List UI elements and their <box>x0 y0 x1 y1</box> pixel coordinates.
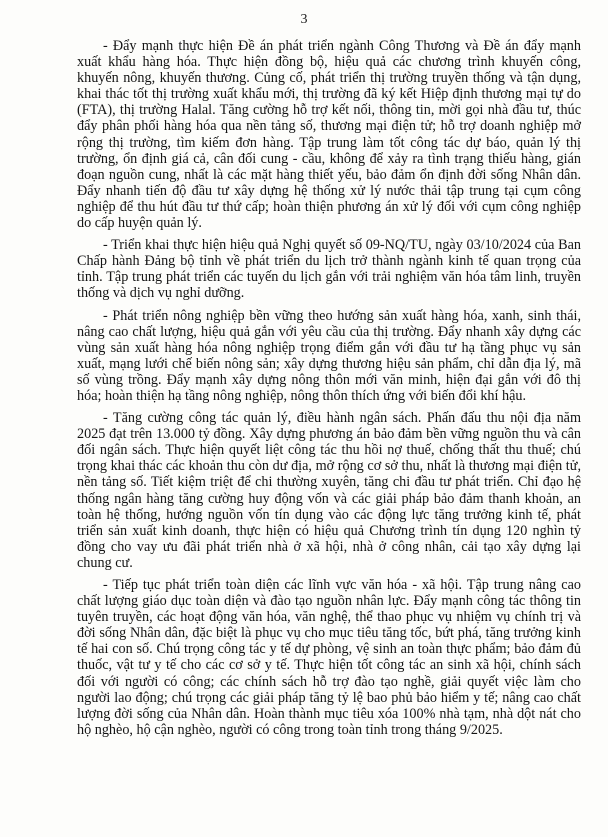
paragraph-industry-trade: - Đẩy mạnh thực hiện Đề án phát triển ngành Công Thương và Đề án đẩy mạnh xuất khẩu hàng hóa. Thực hiện đồng bộ, hiệu quả các chương trình khuyến công, khuyến nông, khuyến thương. Củng cố, phát triển thị trường truyền thống và tận dụng, khai thác tốt thị trường xuất khẩu mới, thị trường đã ký kết Hiệp định thương mại tự do (FTA), thị trường Halal. Tăng cường hỗ trợ kết nối, thông tin, mời gọi nhà đầu tư, thúc đẩy phân phối hàng hóa qua nền tảng số, thương mại điện tử; hỗ trợ doanh nghiệp mở rộng thị trường, tìm kiếm đơn hàng. Tập trung làm tốt công tác dự báo, quản lý thị trường, ổn định giá cả, cân đối cung - cầu, không để xảy ra tình trạng thiếu hàng, gián đoạn nguồn cung, nhất là các mặt hàng thiết yếu, bảo đảm ổn định đời sống Nhân dân. Đẩy nhanh tiến độ đầu tư xây dựng hệ thống xử lý nước thải tập trung tại cụm công nghiệp để thu hút đầu tư thứ cấp; hoàn thiện phương án xử lý đối với cụm công nghiệp do cấp huyện quản lý. <box>77 38 581 232</box>
paragraph-culture-society: - Tiếp tục phát triển toàn diện các lĩnh vực văn hóa - xã hội. Tập trung nâng cao chất lượng giáo dục toàn diện và đào tạo nguồn nhân lực. Đẩy mạnh công tác thông tin tuyên truyền, các hoạt động văn hóa, văn nghệ, thể thao phục vụ nhiệm vụ chính trị và đời sống Nhân dân, đặc biệt là phục vụ cho mục tiêu tăng tốc, bứt phá, tăng trưởng kinh tế hai con số. Chú trọng công tác y tế dự phòng, vệ sinh an toàn thực phẩm; bảo đảm đủ thuốc, vật tư y tế cho các cơ sở y tế. Thực hiện tốt công tác an sinh xã hội, chính sách đối với người có công; các chính sách hỗ trợ đào tạo nghề, giải quyết việc làm cho người lao động; chú trọng các giải pháp tăng tỷ lệ bao phủ bảo hiểm y tế; nâng cao chất lượng đời sống của Nhân dân. Hoàn thành mục tiêu xóa 100% nhà tạm, nhà dột nát cho hộ nghèo, hộ cận nghèo, người có công trong toàn tỉnh trong tháng 9/2025. <box>77 577 581 738</box>
page-number: 3 <box>300 12 308 27</box>
paragraph-budget: - Tăng cường công tác quản lý, điều hành ngân sách. Phấn đấu thu nội địa năm 2025 đạt trên 13.000 tỷ đồng. Xây dựng phương án bảo đảm bền vững nguồn thu và cân đối ngân sách. Thực hiện quyết liệt công tác thu hồi nợ thuế, chống thất thu thuế; chú trọng khai thác các khoản thu còn dư địa, mở rộng cơ sở thu, nhất là thương mại điện tử, nền tảng số. Tiết kiệm triệt để chi thường xuyên, tăng chi đầu tư phát triển. Chỉ đạo hệ thống ngân hàng tăng cường huy động vốn và các giải pháp bảo đảm thanh khoản, an toàn hệ thống, hướng nguồn vốn tín dụng vào các động lực tăng trưởng kinh tế, phát triển sản xuất kinh doanh, thực hiện có hiệu quả Chương trình tín dụng 120 nghìn tỷ đồng cho vay ưu đãi phát triển nhà ở xã hội, nhà ở công nhân, cải tạo xây dựng lại chung cư. <box>77 410 581 571</box>
paragraph-tourism: - Triển khai thực hiện hiệu quả Nghị quyết số 09-NQ/TU, ngày 03/10/2024 của Ban Chấp hành Đảng bộ tỉnh về phát triển du lịch trở thành ngành kinh tế quan trọng của tỉnh. Tập trung phát triển các tuyến du lịch gắn với trải nghiệm văn hóa tâm linh, truyền thống và dịch vụ nghỉ dưỡng. <box>77 237 581 302</box>
paragraph-agriculture: - Phát triển nông nghiệp bền vững theo hướng sản xuất hàng hóa, xanh, sinh thái, nâng cao chất lượng, hiệu quả gắn với yêu cầu của thị trường. Đẩy nhanh xây dựng các vùng sản xuất hàng hóa nông nghiệp trọng điểm gắn với đầu tư hạ tầng phục vụ sản xuất, mạng lưới chế biến nông sản; xây dựng thương hiệu sản phẩm, chỉ dẫn địa lý, mã số vùng trồng. Đẩy mạnh xây dựng nông thôn mới văn minh, hiện đại gắn với đô thị hóa; hoàn thiện hạ tầng nông nghiệp, nông thôn thích ứng với biến đổi khí hậu. <box>77 307 581 404</box>
document-body <box>77 38 581 744</box>
